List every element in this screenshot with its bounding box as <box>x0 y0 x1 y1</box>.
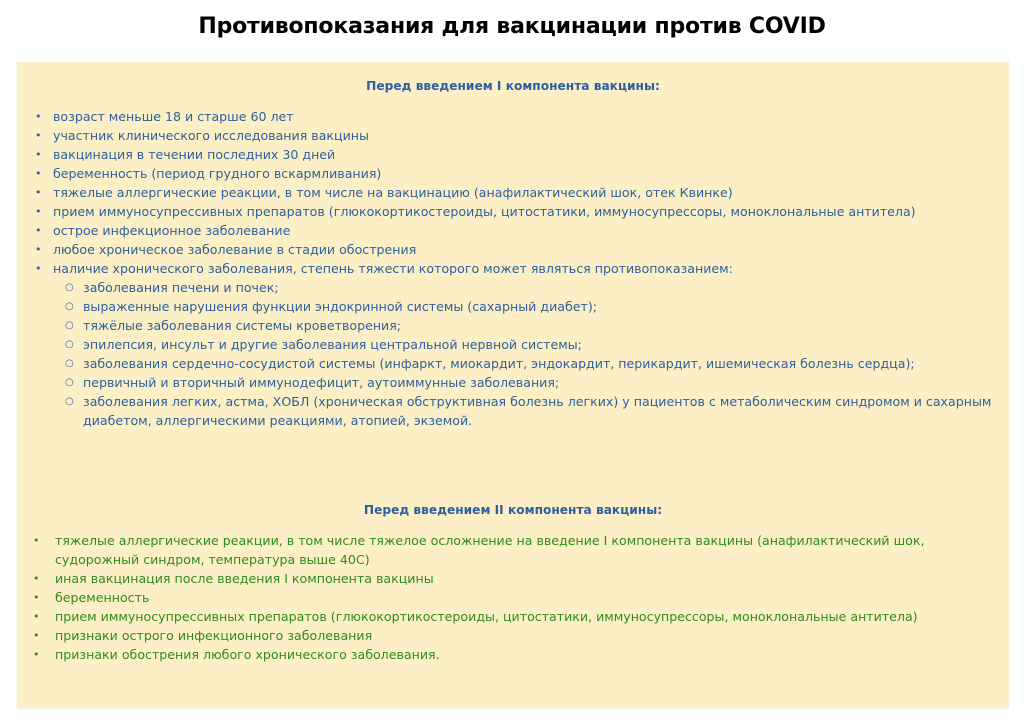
sub-list-item: ○ заболевания легких, астма, ХОБЛ (хроническая обструктивная болезнь легких) у пациентов с метаболическим синдромом и сахарным <box>65 394 992 409</box>
bullet-icon: • <box>35 224 42 237</box>
bullet-icon: • <box>33 648 40 661</box>
section2-list <box>33 531 924 664</box>
list-item: • иная вакцинация после введения I компонента вакцины <box>33 571 434 586</box>
list-item: • прием иммуносупрессивных препаратов (глюкокортикостероиды, цитостатики, иммуносупрессоры, моноклональные антитела) <box>35 204 916 219</box>
sub-list-item-continuation: диабетом, аллергическими реакциями, атопией, экземой. <box>83 413 473 428</box>
list-item: • признаки острого инфекционного заболевания <box>33 628 373 643</box>
circle-bullet-icon: ○ <box>65 377 74 388</box>
bullet-icon: • <box>35 262 42 275</box>
circle-bullet-icon: ○ <box>65 282 74 293</box>
bullet-icon: • <box>33 591 40 604</box>
list-item: • вакцинация в течении последних 30 дней <box>35 147 336 162</box>
bullet-icon: • <box>33 610 40 623</box>
list-item: • участник клинического исследования вакцины <box>35 128 369 143</box>
sub-list-item: ○ тяжёлые заболевания системы кроветворения; <box>65 318 402 333</box>
section1-list <box>35 107 991 430</box>
sub-list-item: ○ выраженные нарушения функции эндокринной системы (сахарный диабет); <box>65 299 597 314</box>
section1-heading: Перед введением I компонента вакцины: <box>366 79 660 93</box>
bullet-icon: • <box>35 148 42 161</box>
sub-list-item: ○ заболевания печени и почек; <box>65 280 279 295</box>
page-title: Противопоказания для вакцинации против COVID <box>198 14 826 39</box>
contraindications-panel <box>17 62 1009 708</box>
circle-bullet-icon: ○ <box>65 358 74 369</box>
list-item: • любое хроническое заболевание в стадии обострения <box>35 242 417 257</box>
circle-bullet-icon: ○ <box>65 396 74 407</box>
bullet-icon: • <box>33 572 40 585</box>
list-item-continuation: судорожный синдром, температура выше 40С) <box>55 552 370 567</box>
list-item: • наличие хронического заболевания, степень тяжести которого может являться противопоказанием: <box>35 261 733 276</box>
bullet-icon: • <box>35 167 42 180</box>
bullet-icon: • <box>35 205 42 218</box>
circle-bullet-icon: ○ <box>65 339 74 350</box>
list-item: • тяжелые аллергические реакции, в том числе на вакцинацию (анафилактический шок, отек Квинке) <box>35 185 733 200</box>
list-item: • прием иммуносупрессивных препаратов (глюкокортикостероиды, цитостатики, иммуносупрессоры, моноклональные антитела) <box>33 609 918 624</box>
list-item: • возраст меньше 18 и старше 60 лет <box>35 109 294 124</box>
list-item: • признаки обострения любого хронического заболевания. <box>33 647 440 662</box>
list-item: • беременность <box>33 590 150 605</box>
sub-list-item: ○ заболевания сердечно-сосудистой системы (инфаркт, миокардит, эндокардит, перикардит, ишемическая болезнь сердца); <box>65 356 915 371</box>
list-item: • тяжелые аллергические реакции, в том числе тяжелое осложнение на введение I компонента вакцины (анафилактический шок, <box>33 533 925 548</box>
bullet-icon: • <box>35 243 42 256</box>
bullet-icon: • <box>33 534 40 547</box>
bullet-icon: • <box>35 186 42 199</box>
circle-bullet-icon: ○ <box>65 320 74 331</box>
list-item: • острое инфекционное заболевание <box>35 223 291 238</box>
sub-list-item: ○ эпилепсия, инсульт и другие заболевания центральной нервной системы; <box>65 337 582 352</box>
section2-heading: Перед введением II компонента вакцины: <box>363 503 663 517</box>
bullet-icon: • <box>35 110 42 123</box>
sub-list-item: ○ первичный и вторичный иммунодефицит, аутоиммунные заболевания; <box>65 375 560 390</box>
bullet-icon: • <box>35 129 42 142</box>
circle-bullet-icon: ○ <box>65 301 74 312</box>
list-item: • беременность (период грудного вскармливания) <box>35 166 382 181</box>
bullet-icon: • <box>33 629 40 642</box>
